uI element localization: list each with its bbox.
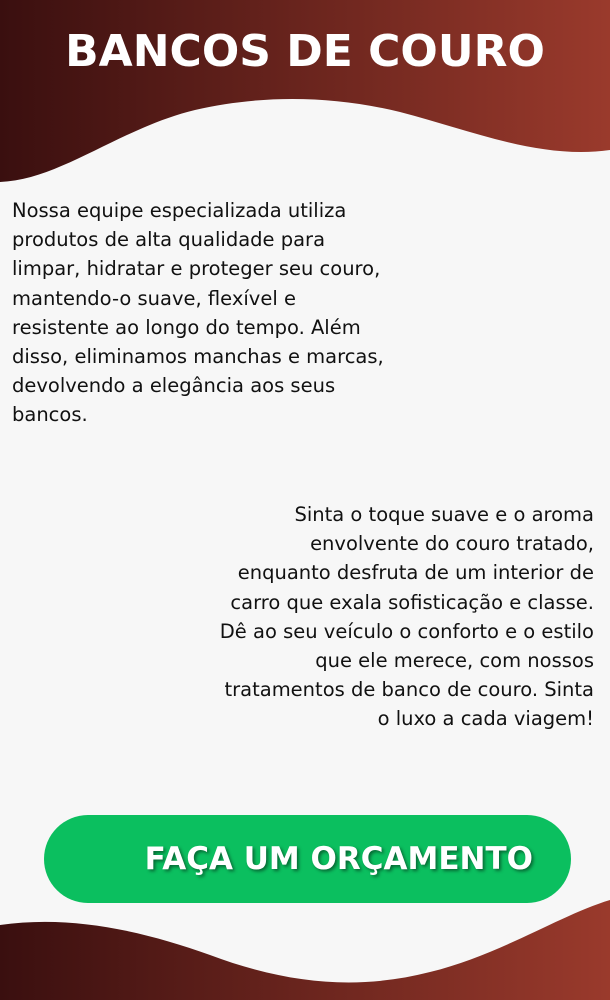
request-quote-label: FAÇA UM ORÇAMENTO xyxy=(144,841,533,877)
request-quote-button[interactable] xyxy=(44,815,571,903)
intro-paragraph: Nossa equipe especializada utiliza produtos de alta qualidade para limpar, hidratar e proteger seu couro, mantendo-o suave, flexível e resistente ao longo do tempo. Além disso, eliminamos manchas e marcas, devolvendo a elegância aos seus bancos. xyxy=(12,199,384,427)
page-title: BANCOS DE COURO xyxy=(65,26,545,77)
footer-wave-background xyxy=(0,900,610,1000)
benefits-paragraph: Sinta o toque suave e o aroma envolvente do couro tratado, enquanto desfruta de um interior de carro que exala sofisticação e classe. Dê ao seu veículo o conforto e o estilo que ele merece, com nossos tratamentos de banco de couro. Sinta o luxo a cada viagem! xyxy=(219,503,594,731)
